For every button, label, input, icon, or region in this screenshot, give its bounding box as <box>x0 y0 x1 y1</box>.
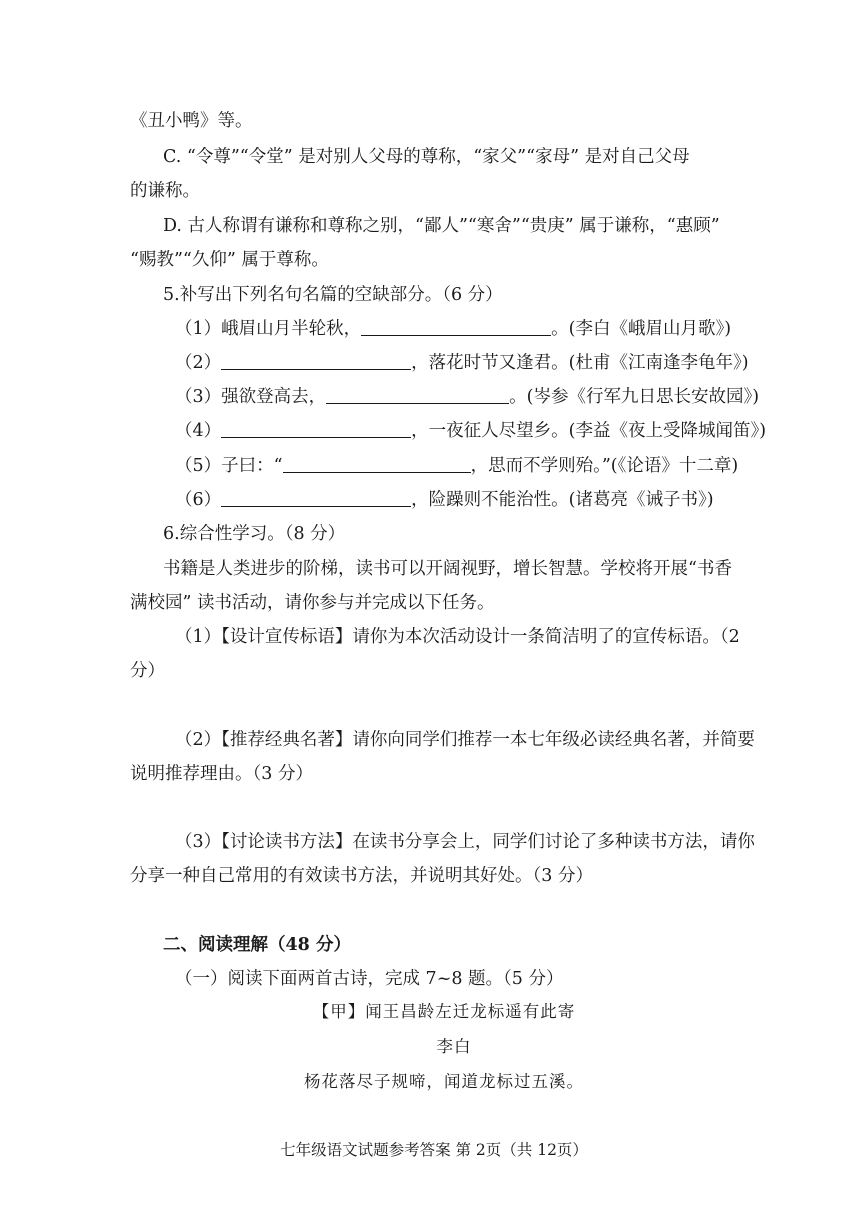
answer-blank[interactable] <box>361 317 551 336</box>
text-line: 的谦称。 <box>130 181 200 201</box>
task-3-cont: 分享一种自己常用的有效读书方法，并说明其好处。（3 分） <box>130 866 593 886</box>
section-heading: 二、阅读理解（48 分） <box>163 935 351 955</box>
question-6-intro: 书籍是人类进步的阶梯，读书可以开阔视野，增长智慧。学校将开展“书香 <box>163 559 732 579</box>
fill-blank-item <box>175 316 740 342</box>
answer-blank[interactable] <box>221 488 411 507</box>
task-1-cont: 分） <box>130 661 165 681</box>
answer-blank[interactable] <box>221 351 411 370</box>
option-d: D. 古人称谓有谦称和尊称之别，“鄙人”“寒舍”“贵庚” 属于谦称，“惠顾” <box>163 216 720 236</box>
fill-blank-suffix: 。(李白《峨眉山月歌》) <box>551 319 732 339</box>
option-c: C. “令尊”“令堂” 是对别人父母的尊称，“家父”“家母” 是对自己父母 <box>163 147 690 167</box>
text-line: “赐教”“久仰” 属于尊称。 <box>130 250 329 270</box>
fill-blank-prefix: （2） <box>175 353 222 373</box>
fill-blank-prefix: （3）强欲登高去， <box>175 387 327 407</box>
fill-blank-suffix: ，险躁则不能治性。(诸葛亮《诫子书》) <box>411 490 714 510</box>
task-2-cont: 说明推荐理由。（3 分） <box>130 764 313 784</box>
task-2: （2）【推荐经典名著】请你向同学们推荐一本七年级必读经典名著，并简要 <box>175 730 755 750</box>
fill-blank-suffix: ，思而不学则殆。”(《论语》十二章) <box>470 456 739 476</box>
task-1: （1）【设计宣传标语】请你为本次活动设计一条简洁明了的宣传标语。（2 <box>175 627 740 647</box>
answer-blank[interactable] <box>326 385 509 404</box>
fill-blank-item <box>175 418 767 444</box>
fill-blank-prefix: （4） <box>175 421 222 441</box>
fill-blank-item <box>175 384 760 410</box>
question-6-title: 6.综合性学习。（8 分） <box>163 524 346 544</box>
fill-blank-item <box>175 350 749 376</box>
poem-author: 李白 <box>436 1037 472 1056</box>
answer-blank[interactable] <box>283 454 471 473</box>
poem-line: 杨花落尽子规啼，闻道龙标过五溪。 <box>304 1072 584 1091</box>
page-footer: 七年级语文试题参考答案 第 2页（共 12页） <box>280 1141 588 1159</box>
question-5-title: 5.补写出下列名句名篇的空缺部分。（6 分） <box>163 285 503 305</box>
question-6-intro: 满校园” 读书活动，请你参与并完成以下任务。 <box>130 593 495 613</box>
fill-blank-prefix: （5）子曰：“ <box>175 456 283 476</box>
task-3: （3）【讨论读书方法】在读书分享会上，同学们讨论了多种读书方法，请你 <box>175 832 755 852</box>
fill-blank-item <box>175 453 740 479</box>
answer-blank[interactable] <box>221 419 411 438</box>
poem-title: 【甲】闻王昌龄左迁龙标遥有此寄 <box>312 1002 576 1021</box>
fill-blank-prefix: （1）峨眉山月半轮秋， <box>175 319 362 339</box>
fill-blank-suffix: ，落花时节又逢君。(杜甫《江南逢李龟年》) <box>411 353 749 373</box>
fill-blank-suffix: ，一夜征人尽望乡。(李益《夜上受降城闻笛》) <box>411 421 767 441</box>
text-line: 《丑小鸭》等。 <box>130 111 253 131</box>
fill-blank-prefix: （6） <box>175 490 222 510</box>
fill-blank-item <box>175 487 740 513</box>
fill-blank-suffix: 。(岑参《行军九日思长安故园》) <box>509 387 760 407</box>
section-subheading: （一）阅读下面两首古诗，完成 7~8 题。（5 分） <box>175 969 564 989</box>
